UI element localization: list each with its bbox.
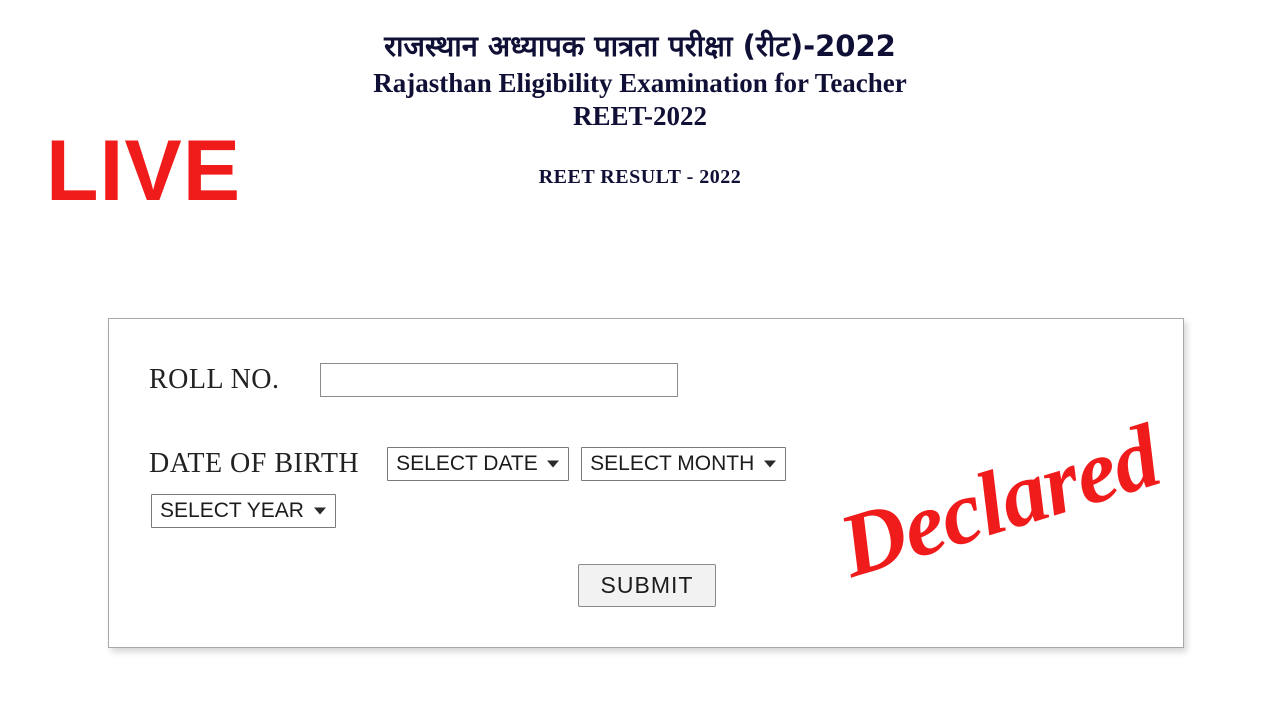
- declared-stamp: Declared: [828, 406, 1171, 597]
- live-badge: LIVE: [46, 123, 242, 219]
- roll-number-input[interactable]: [320, 363, 678, 397]
- page-title-english-line1: Rajasthan Eligibility Examination for Teacher: [373, 68, 907, 99]
- submit-button[interactable]: SUBMIT: [578, 564, 717, 607]
- select-year-wrapper: [151, 494, 336, 528]
- date-of-birth-row: [149, 447, 798, 481]
- year-row: [151, 494, 348, 528]
- select-month-dropdown[interactable]: [581, 447, 786, 481]
- select-date-wrapper: [387, 447, 569, 481]
- roll-number-row: [149, 363, 678, 397]
- page-subtitle: REET RESULT - 2022: [538, 166, 742, 189]
- select-year-dropdown[interactable]: [151, 494, 336, 528]
- submit-row: [109, 564, 1185, 607]
- date-of-birth-label: DATE OF BIRTH: [149, 448, 360, 479]
- select-date-dropdown[interactable]: [387, 447, 569, 481]
- select-month-wrapper: [581, 447, 786, 481]
- roll-number-label: ROLL NO.: [149, 364, 280, 395]
- page-title-english-line2: REET-2022: [572, 100, 708, 131]
- page-title-hindi: राजस्थान अध्यापक पात्रता परीक्षा (रीट)-2022: [384, 29, 896, 63]
